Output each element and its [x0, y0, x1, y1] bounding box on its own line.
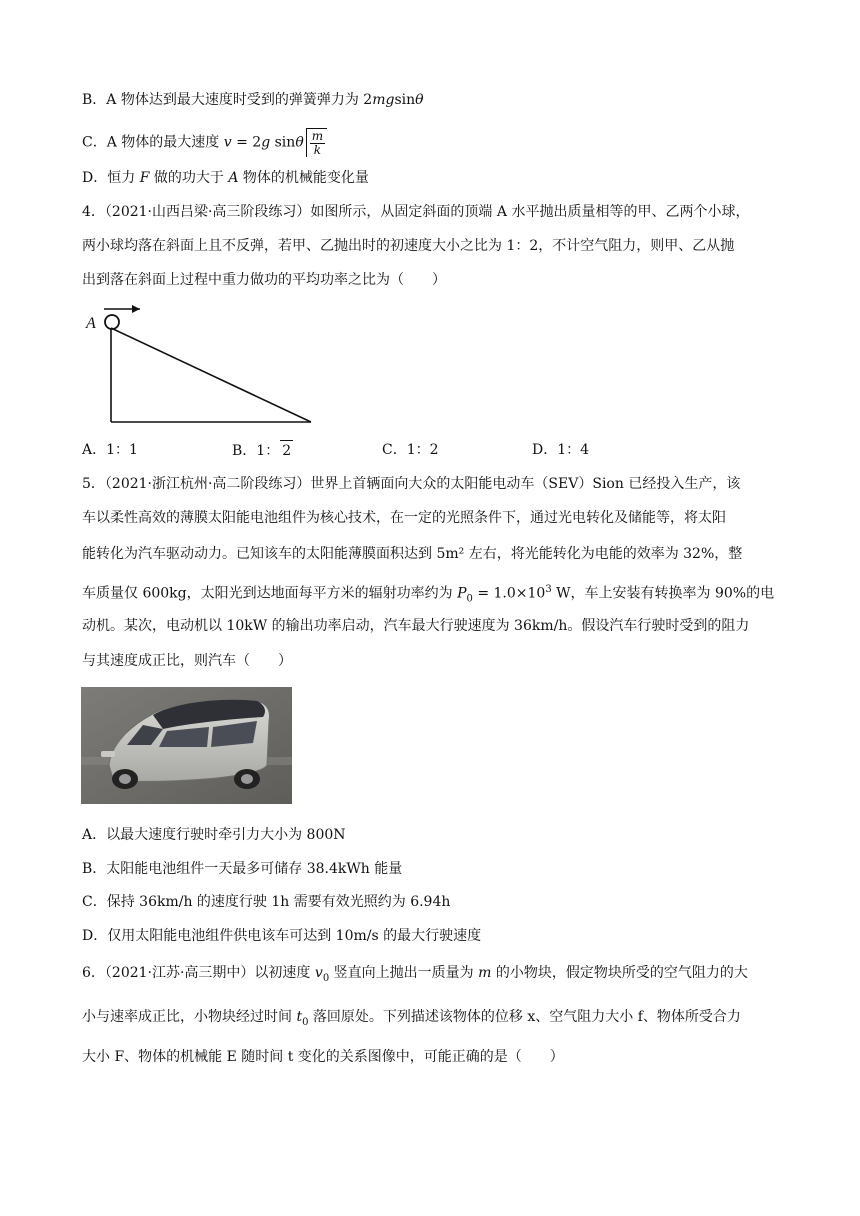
- q4-line-2: 两小球均落在斜面上且不反弹，若甲、乙抛出时的初速度大小之比为 1：2，不计空气阻力，则甲、乙从抛: [82, 238, 735, 254]
- q3-option-d: D．恒力 F 做的功大于 A 物体的机械能变化量: [82, 170, 369, 186]
- q5-line-4: 车质量仅 600kg，太阳光到达地面每平方米的辐射功率约为 $P_0 = 1.0\times 10^3$ W，车上安装有转换率为 90%的电: [82, 584, 775, 605]
- point-a-label: A: [86, 315, 96, 332]
- q4-option-a: A．1：1: [82, 442, 138, 458]
- q6-line-1: 6．（2021·江苏·高三期中）以初速度 $v_0$ 竖直向上抛出一质量为 m 的小物块，假定物块所受的空气阻力的大: [82, 965, 748, 984]
- q4-line-1: 4．（2021·山西吕梁·高三阶段练习）如图所示，从固定斜面的顶端 A 水平抛出质量相等的甲、乙两个小球，: [82, 204, 750, 220]
- q3-option-c: C．A 物体的最大速度 v = 2g sinθ $\frac{m}{k}$: [82, 128, 327, 157]
- solar-car-photo: [81, 687, 292, 804]
- q4-option-d: D．1：4: [532, 442, 590, 458]
- q5-line-6: 与其速度成正比，则汽车（ ）: [82, 653, 292, 669]
- q4-option-c: C．1：2: [382, 442, 439, 458]
- q4-option-b: B．1： 2: [232, 440, 382, 461]
- q3-option-b: B．A 物体达到最大速度时受到的弹簧弹力为 2mgsinθ: [82, 92, 424, 108]
- incline-figure: [82, 300, 322, 428]
- q6-line-2: 小与速率成正比，小物块经过时间 $t_0$ 落回原处。下列描述该物体的位移 x、空气阻力大小 f、物体所受合力: [82, 1009, 741, 1028]
- q5-line-1: 5．（2021·浙江杭州·高二阶段练习）世界上首辆面向大众的太阳能电动车（SEV）Sion 已经投入生产，该: [82, 476, 741, 492]
- q4-line-3: 出到落在斜面上过程中重力做功的平均功率之比为（ ）: [82, 272, 446, 288]
- q5-option-c: C．保持 36km/h 的速度行驶 1h 需要有效光照约为 6.94h: [82, 894, 451, 910]
- arrow-head: [132, 305, 140, 313]
- ball: [105, 315, 119, 329]
- q5-option-a: A．以最大速度行驶时牵引力大小为 800N: [82, 827, 346, 843]
- q5-line-3: 能转化为汽车驱动动力。已知该车的太阳能薄膜面积达到 5m² 左右，将光能转化为电能的效率为 32%，整: [82, 546, 743, 562]
- q5-option-d: D．仅用太阳能电池组件供电该车可达到 10m/s 的最大行驶速度: [82, 928, 482, 944]
- sqrt-m-over-k: $\frac{m}{k}$: [306, 128, 327, 157]
- q5-line-5: 动机。某次，电动机以 10kW 的输出功率启动，汽车最大行驶速度为 36km/h。假设汽车行驶时受到的阻力: [82, 618, 750, 634]
- q5-line-2: 车以柔性高效的薄膜太阳能电池组件为核心技术，在一定的光照条件下，通过光电转化及储能等，将太阳: [82, 510, 726, 526]
- q6-line-3: 大小 F、物体的机械能 E 随时间 t 变化的关系图像中，可能正确的是（ ）: [82, 1049, 564, 1065]
- q4-options: [82, 440, 682, 461]
- q5-option-b: B．太阳能电池组件一天最多可储存 38.4kWh 能量: [82, 861, 403, 877]
- incline-slope: [111, 328, 311, 422]
